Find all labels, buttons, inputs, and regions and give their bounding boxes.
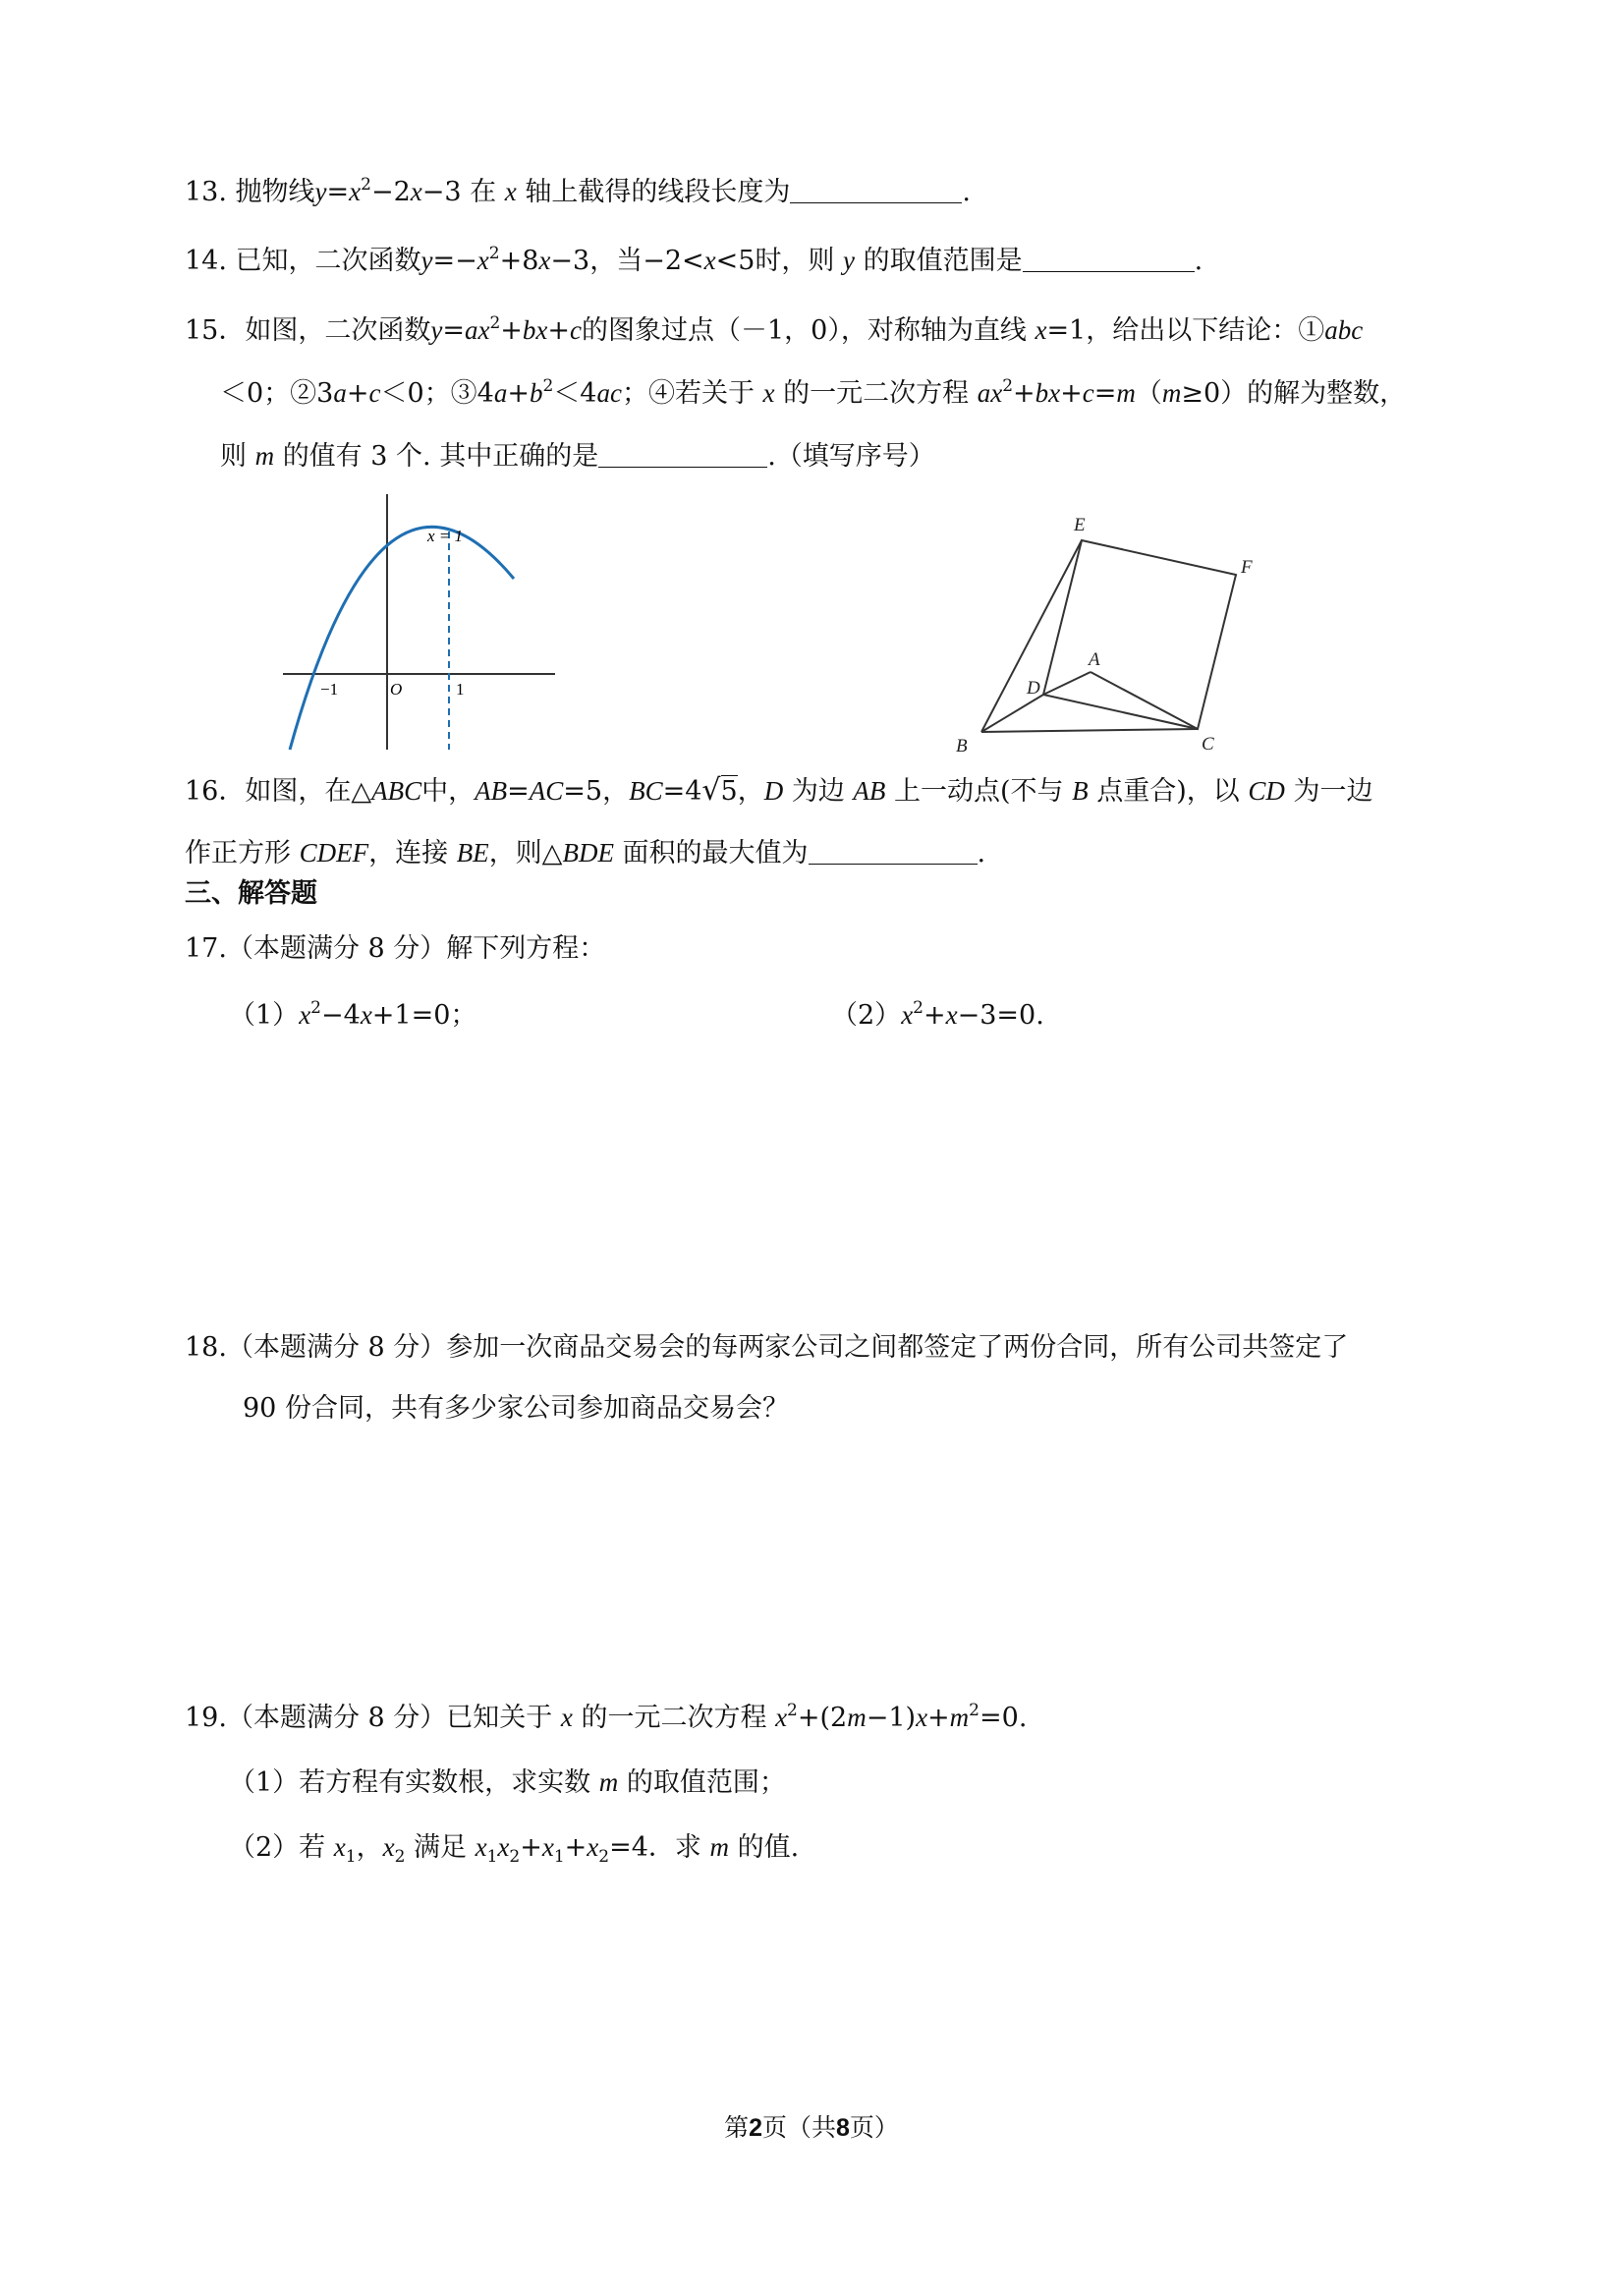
question-16-line-1: 16．如图，在△ABC中，AB=AC=5，BC=4√5，D 为边 AB 上一动点(不与 B 点重合)，以 CD 为一边 — [185, 773, 1373, 808]
question-17-part-1: $(1)x^2-4x+1=0$； — [229, 998, 477, 1031]
geometry-figure — [943, 501, 1277, 761]
label-f: F — [1241, 557, 1253, 578]
answer-blank[interactable] — [809, 836, 978, 865]
question-15-line-1: 15．如图，二次函数$y=ax^2+bx+c$的图象过点（－1，0），对称轴为直线 x=1，给出以下结论：①abc — [185, 313, 1364, 346]
question-19-part-1: （1）若方程有实数根，求实数 m 的取值范围； — [229, 1767, 786, 1798]
label-a: A — [1089, 649, 1100, 670]
segment-ac — [1091, 672, 1198, 729]
answer-blank[interactable] — [790, 175, 962, 203]
segment-da — [1043, 672, 1091, 695]
answer-blank[interactable] — [598, 439, 767, 468]
question-18-line-1: 18.（本题满分 8 分）参加一次商品交易会的每两家公司之间都签定了两份合同，所有公司共签定了 — [185, 1332, 1349, 1363]
parabola-curve — [290, 527, 514, 750]
segment-be — [981, 540, 1082, 732]
current-page: 2 — [749, 2114, 762, 2142]
question-14: 14. 已知，二次函数$y=-x^2+8x-3$，当−2<x<5时，则 y 的取值范围是 . — [185, 244, 1203, 276]
question-15-line-2: ＜0；②3a+c＜0；$③4a+b^2<4ac$；④若关于 x 的一元二次方程 $ax^2+bx+c=m(m\ge 0)$的解为整数， — [220, 376, 1407, 409]
label-b: B — [956, 736, 968, 756]
label-d: D — [1027, 678, 1040, 699]
origin-label: O — [390, 680, 403, 699]
label-e: E — [1074, 515, 1086, 535]
section-heading: 三、解答题 — [185, 878, 317, 909]
question-19: 19.（本题满分 8 分）已知关于 x 的一元二次方程 $x^2+(2m-1)x+m^2=0$. — [185, 1701, 1028, 1733]
parabola-figure — [275, 486, 570, 756]
page-footer: 第2页（共8页） — [724, 2113, 899, 2142]
symmetry-axis-label: x = 1 — [427, 527, 464, 545]
question-17-part-2: $(2)x^2+x-3=0$. — [831, 998, 1044, 1031]
label-c: C — [1202, 734, 1214, 755]
question-17: 17.（本题满分 8 分）解下列方程： — [185, 933, 606, 964]
segment-bc — [981, 729, 1198, 732]
answer-blank[interactable] — [1023, 244, 1195, 272]
total-pages: 8 — [836, 2114, 850, 2142]
sqrt-symbol: √ — [701, 773, 721, 808]
question-19-part-2: （2）若 $x_1$，$x_2$ 满足 $x_1x_2+x_1+x_2=4$．求 m 的值. — [229, 1832, 800, 1867]
question-16-line-2: 作正方形 CDEF，连接 BE，则△BDE 面积的最大值为 . — [185, 838, 986, 868]
square-cdef — [1043, 540, 1236, 729]
question-13: 13. 抛物线$y=x^2-2x-3$ 在 x 轴上截得的线段长度为 . — [185, 175, 971, 207]
question-18-line-2: 90 份合同，共有多少家公司参加商品交易会？ — [243, 1393, 789, 1424]
tick-one: 1 — [456, 680, 465, 699]
tick-minus-one: −1 — [320, 680, 339, 699]
question-15-line-3: 则 m 的值有 3 个. 其中正确的是 .（填写序号） — [220, 441, 935, 472]
